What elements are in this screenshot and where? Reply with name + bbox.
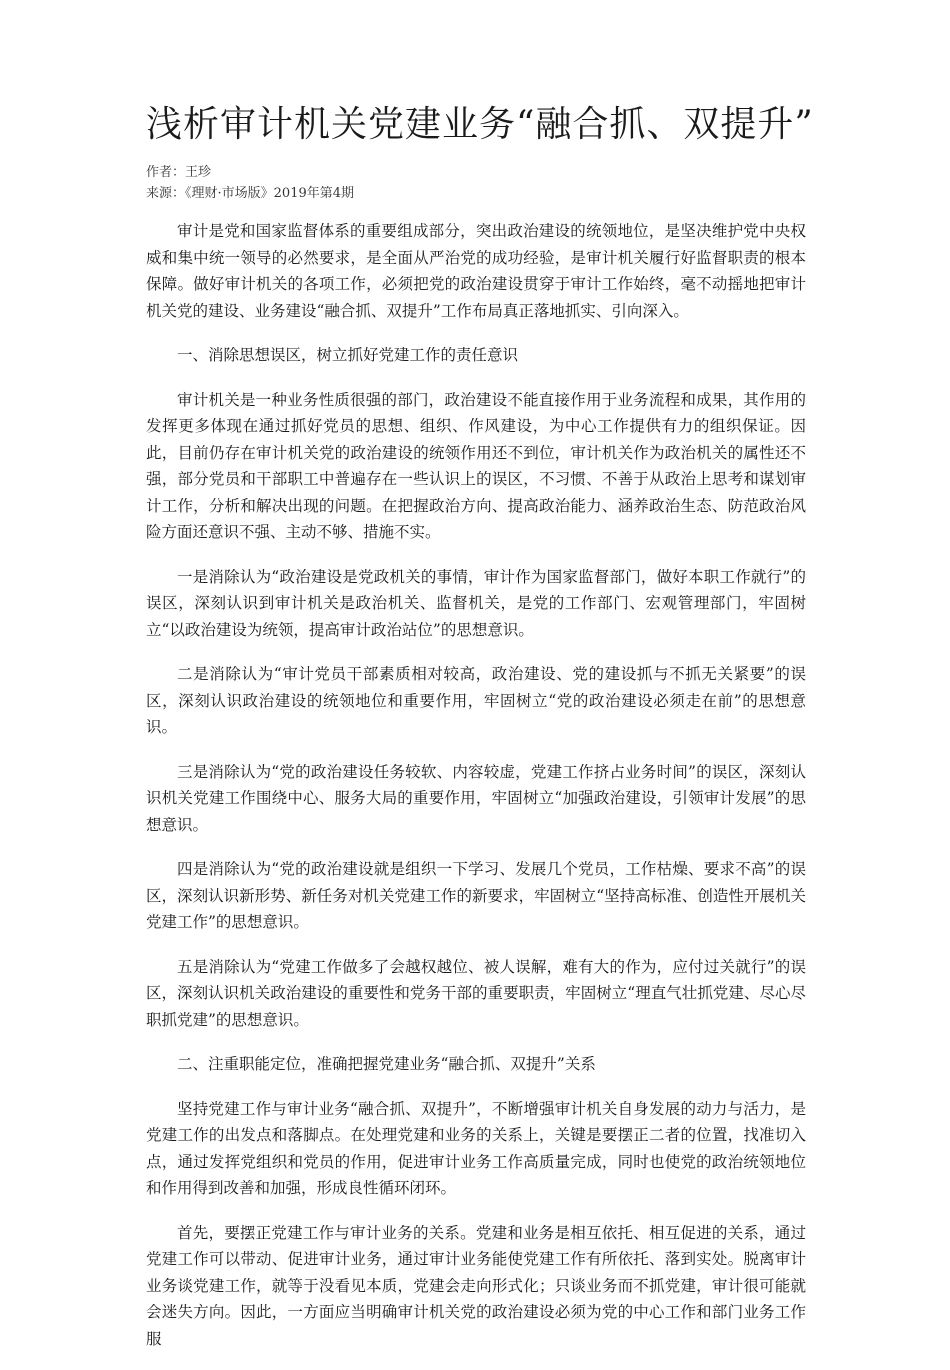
- paragraph: 一是消除认为“政治建设是党政机关的事情，审计作为国家监督部门，做好本职工作就行”的误区，深刻认识到审计机关是政治机关、监督机关，是党的工作部门、宏观管理部门，牢固树立“以政治建设为统领，提高审计政治站位”的思想意识。: [146, 567, 806, 639]
- paragraph: 三是消除认为“党的政治建设任务较软、内容较虚，党建工作挤占业务时间”的误区，深刻认识机关党建工作围绕中心、服务大局的重要作用，牢固树立“加强政治建设，引领审计发展”的思想意识。: [146, 762, 806, 834]
- author-line: [146, 162, 806, 183]
- paragraph: 四是消除认为“党的政治建设就是组织一下学习、发展几个党员，工作枯燥、要求不高”的误区，深刻认识新形势、新任务对机关党建工作的新要求，牢固树立“坚持高标准、创造性开展机关党建工作”的思想意识。: [146, 860, 806, 931]
- paragraph: 审计是党和国家监督体系的重要组成部分，突出政治建设的统领地位，是坚决维护党中央权威和集中统一领导的必然要求，是全面从严治党的成功经验，是审计机关履行好监督职责的根本保障。做好审计机关的各项工作，必须把党的政治建设贯穿于审计工作始终，毫不动摇地把审计机关党的建设、业务建设“融合抓、双提升”工作布局真正落地抓实、引向深入。: [146, 222, 806, 320]
- author-name: 王珍: [185, 165, 212, 180]
- section-heading: 二、注重职能定位，准确把握党建业务“融合抓、双提升”关系: [177, 1055, 596, 1073]
- article-body: [146, 218, 806, 1352]
- paragraph: 审计机关是一种业务性质很强的部门，政治建设不能直接作用于业务流程和成果，其作用的发挥更多体现在通过抓好党员的思想、组织、作风建设，为中心工作提供有力的组织保证。因此，目前仍存在审计机关党的政治建设的统领作用还不到位，审计机关作为政治机关的属性还不强，部分党员和干部职工中普遍存在一些认识上的误区，不习惯、不善于从政治上思考和谋划审计工作，分析和解决出现的问题。在把握政治方向、提高政治能力、涵养政治生态、防范政治风险方面还意识不强、主动不够、措施不实。: [146, 390, 806, 541]
- document-page: [146, 100, 814, 1370]
- source-line: [146, 183, 806, 204]
- article-title: 浅析审计机关党建业务“融合抓、双提升”: [146, 104, 814, 145]
- article-meta: [146, 162, 806, 204]
- paragraph: 首先，要摆正党建工作与审计业务的关系。党建和业务是相互依托、相互促进的关系，通过党建工作可以带动、促进审计业务，通过审计业务能使党建工作有所依托、落到实处。脱离审计业务谈党建工作，就等于没看见本质，党建会走向形式化；只谈业务而不抓党建，审计很可能就会迷失方向。因此，一方面应当明确审计机关党的政治建设必须为党的中心工作和部门业务工作服: [146, 1223, 806, 1348]
- source-label: 来源：: [146, 186, 186, 201]
- author-label: 作者：: [146, 165, 186, 180]
- paragraph: 二是消除认为“审计党员干部素质相对较高，政治建设、党的建设抓与不抓无关紧要”的误区，深刻认识政治建设的统领地位和重要作用，牢固树立“党的政治建设必须走在前”的思想意识。: [146, 665, 806, 736]
- section-heading: 一、消除思想误区，树立抓好党建工作的责任意识: [177, 346, 519, 364]
- paragraph: 坚持党建工作与审计业务“融合抓、双提升”，不断增强审计机关自身发展的动力与活力，是党建工作的出发点和落脚点。在处理党建和业务的关系上，关键是要摆正二者的位置，找准切入点，通过发挥党组织和党员的作用，促进审计业务工作高质量完成，同时也使党的政治统领地位和作用得到改善和加强，形成良性循环闭环。: [146, 1099, 806, 1197]
- source-name: 《理财·市场版》2019年第4期: [185, 186, 355, 201]
- paragraph: 五是消除认为“党建工作做多了会越权越位、被人误解，难有大的作为，应付过关就行”的误区，深刻认识机关政治建设的重要性和党务干部的重要职责，牢固树立“理直气壮抓党建、尽心尽职抓党建”的思想意识。: [146, 957, 806, 1029]
